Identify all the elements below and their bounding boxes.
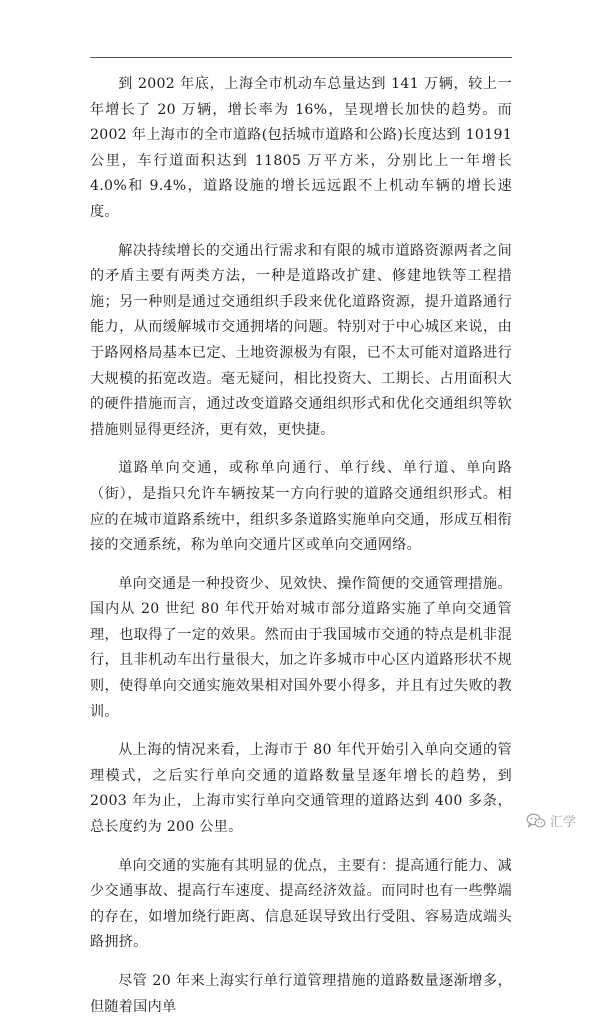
- wechat-icon: [526, 813, 546, 829]
- paragraph: 从上海的情况来看，上海市于 80 年代开始引入单向交通的管理模式，之后实行单向交通的道路数量呈逐年增长的趋势，到 2003 年为止，上海市实行单向交通管理的道路达到 400 多条，总长度约为 200 公里。: [90, 742, 512, 836]
- paragraph: 到 2002 年底，上海全市机动车总量达到 141 万辆，较上一年增长了 20 万辆，增长率为 16%，呈现增长加快的趋势。而 2002 年上海市的全市道路(包括城市道路和公路)长度达到 10191 公里，车行道面积达到 11805 万平方米，分别比上一年增长 4.0%和 9.4%，道路设施的增长远远跟不上机动车辆的增长速度。: [90, 76, 512, 220]
- paragraph: 单向交通的实施有其明显的优点，主要有：提高通行能力、减少交通事故、提高行车速度、提高经济效益。而同时也有一些弊端的存在，如增加绕行距离、信息延误导致出行受阻、容易造成端头路拥挤。: [90, 857, 512, 951]
- paragraph: 尽管 20 年来上海实行单行道管理措施的道路数量逐渐增多，但随着国内单: [90, 973, 512, 1015]
- paragraph: 单向交通是一种投资少、见效快、操作简便的交通管理措施。国内从 20 世纪 80 年代开始对城市部分道路实施了单向交通管理，也取得了一定的效果。然而由于我国城市交通的特点是机非混行，且非机动车出行量很大，加之许多城市中心区内道路形状不规则，使得单向交通实施效果相对国外要小得多，并且有过失败的教训。: [90, 575, 512, 720]
- document-body: [90, 72, 512, 1033]
- header-rule: [90, 57, 512, 58]
- watermark: [526, 811, 576, 830]
- watermark-text: 汇学: [549, 815, 576, 830]
- paragraph: 道路单向交通，或称单向通行、单行线、单行道、单向路（街），是指只允许车辆按某一方向行驶的道路交通组织形式。相应的在城市道路系统中，组织多条道路实施单向交通，形成互相衔接的交通系统，称为单向交通片区或单向交通网络。: [90, 460, 512, 554]
- paragraph: 解决持续增长的交通出行需求和有限的城市道路资源两者之间的矛盾主要有两类方法，一种是道路改扩建、修建地铁等工程措施；另一种则是通过交通组织手段来优化道路资源，提升道路通行能力，从而缓解城市交通拥堵的问题。特别对于中心城区来说，由于路网格局基本已定、土地资源极为有限，已不太可能对道路进行大规模的拓宽改造。毫无疑问，相比投资大、工期长、占用面积大的硬件措施而言，通过改变道路交通组织形式和优化交通组织等软措施则显得更经济，更有效，更快捷。: [90, 242, 512, 438]
